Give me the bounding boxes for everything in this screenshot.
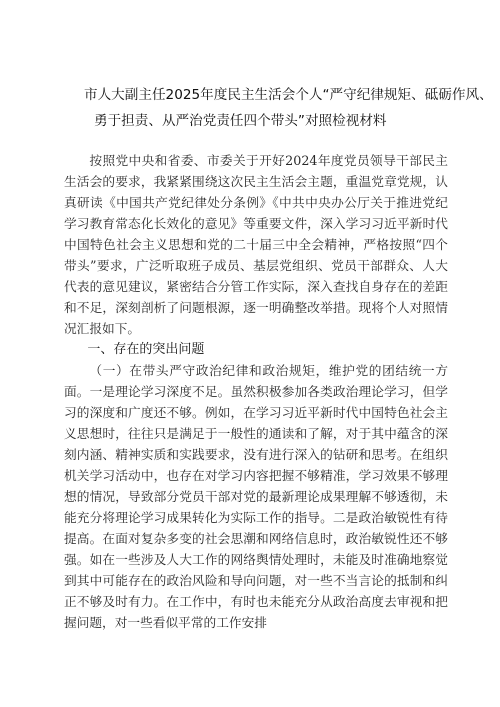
subsection-paragraph-political-discipline: （一）在带头严守政治纪律和政治规矩，维护党的团结统一方面。一是理论学习深度不足。虽然积极参加各类政治理论学习，但学习的深度和广度还不够。例如，在学习习近平新时代中国特色社会主义思想时，往往只是满足于一般性的通读和了解，对于其中蕴含的深刻内涵、精神实质和实践要求，没有进行深入的钻研和思考。在组织机关学习活动中，也存在对学习内容把握不够精准，学习效果不够理想的情况，导致部分党员干部对党的最新理论成果理解不够透彻，未能充分将理论学习成果转化为实际工作的指导。二是政治敏锐性有待提高。在面对复杂多变的社会思潮和网络信息时，政治敏锐性还不够强。如在一些涉及人大工作的网络舆情处理时，未能及时准确地察觉到其中可能存在的政治风险和导向问题，对一些不当言论的抵制和纠正不够及时有力。在工作中，有时也未能充分从政治高度去审视和把握问题，对一些看似平常的工作安排 (64, 363, 448, 630)
document-title (84, 82, 493, 134)
title-line-1: 市人大副主任2025年度民主生活会个人“严守纪律规矩、砥砺作风、 (84, 87, 493, 103)
document-body (64, 150, 448, 633)
section-heading-problems: 一、存在的突出问题 (87, 342, 205, 357)
title-line-2: 勇于担责、从严治党责任四个带头”对照检视材料 (94, 113, 387, 129)
intro-paragraph: 按照党中央和省委、市委关于开好2024年度党员领导干部民主生活会的要求，我紧紧围绕这次民主生活会主题，重温党章党规，认真研读《中国共产党纪律处分条例》《中共中央办公厅关于推进党纪学习教育常态化长效化的意见》等重要文件，深入学习习近平新时代中国特色社会主义思想和党的二十届三中全会精神，严格按照“四个带头”要求，广泛听取班子成员、基层党组织、党员干部群众、人大代表的意见建议，紧密结合分管工作实际，深入查找自身存在的差距和不足，深刻剖析了问题根源，逐一明确整改举措。现将个人对照情况汇报如下。 (64, 153, 448, 336)
